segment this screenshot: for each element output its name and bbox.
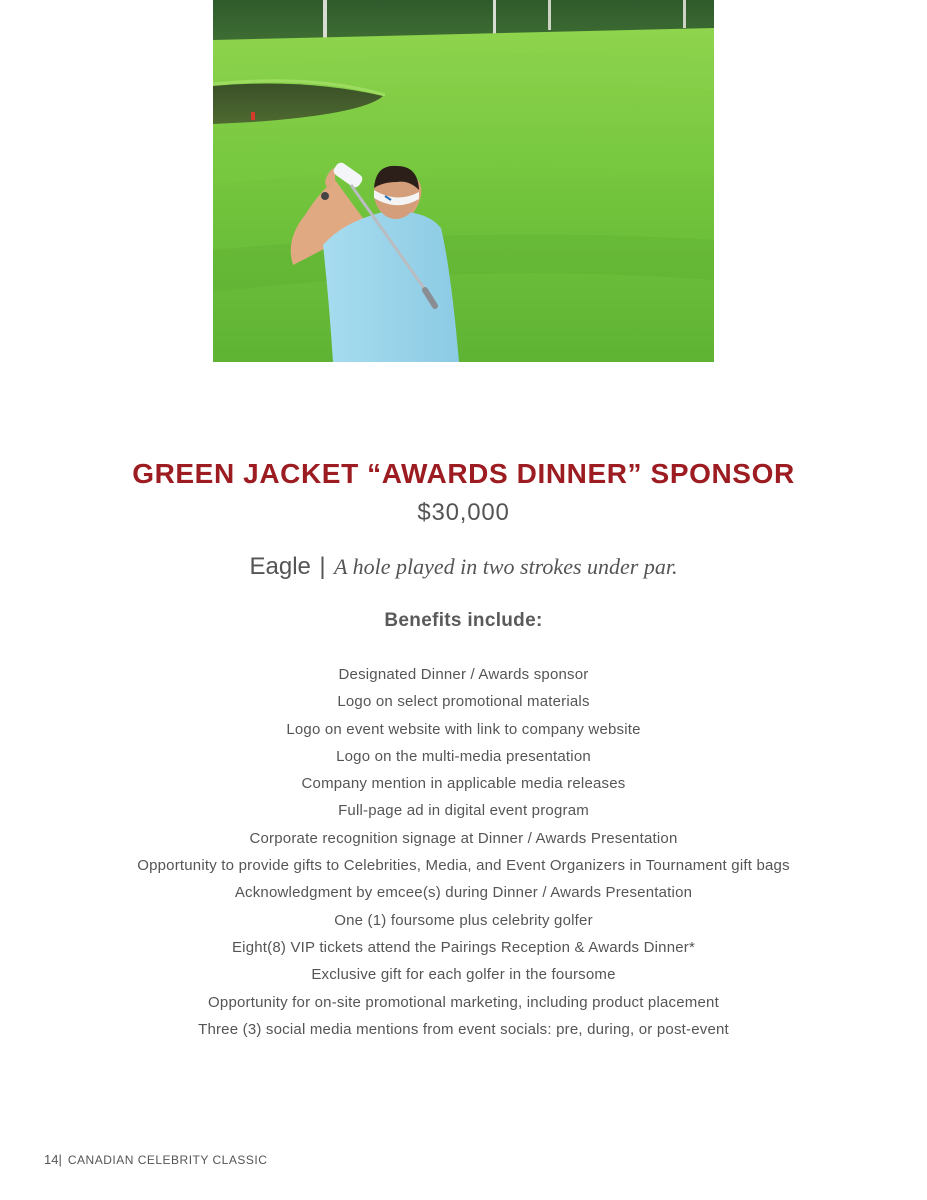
- benefit-item: Opportunity to provide gifts to Celebrities, Media, and Event Organizers in Tournament gift bags: [137, 857, 790, 875]
- sponsor-price: $30,000: [417, 499, 510, 526]
- sponsor-tier: [0, 551, 927, 586]
- benefits-list: [0, 661, 927, 1043]
- golfer-illustration: [213, 0, 714, 362]
- benefit-item: Company mention in applicable media releases: [301, 775, 626, 793]
- benefit-item: Eight(8) VIP tickets attend the Pairings Reception & Awards Dinner*: [231, 938, 696, 956]
- benefit-item: Designated Dinner / Awards sponsor: [338, 666, 589, 683]
- sponsor-title: GREEN JACKET “AWARDS DINNER” SPONSOR: [132, 458, 795, 489]
- benefit-item: One (1) foursome plus celebrity golfer: [334, 911, 593, 929]
- benefit-item: Logo on event website with link to company website: [286, 720, 641, 738]
- benefit-item: Full-page ad in digital event program: [338, 802, 589, 820]
- benefits-heading: Benefits include:: [384, 610, 543, 631]
- benefit-item: Opportunity for on-site promotional marketing, including product placement: [208, 993, 719, 1011]
- benefit-item: Exclusive gift for each golfer in the foursome: [311, 966, 616, 984]
- benefit-item: Logo on the multi-media presentation: [336, 747, 591, 765]
- publication-name: CANADIAN CELEBRITY CLASSIC: [67, 1153, 268, 1167]
- page-footer: [44, 1151, 267, 1169]
- tier-definition: A hole played in two strokes under par.: [334, 554, 678, 579]
- benefit-item: Logo on select promotional materials: [337, 693, 590, 711]
- benefit-item: Acknowledgment by emcee(s) during Dinner / Awards Presentation: [234, 884, 693, 902]
- benefit-item: Three (3) social media mentions from event socials: pre, during, or post-event: [198, 1020, 729, 1038]
- tier-separator: |: [319, 553, 326, 580]
- benefit-item: Corporate recognition signage at Dinner / Awards Presentation: [249, 829, 678, 847]
- footer-separator: |: [58, 1152, 62, 1167]
- page-number: 14: [44, 1152, 59, 1167]
- tier-name: Eagle: [249, 553, 311, 580]
- hero-photo: [213, 0, 714, 362]
